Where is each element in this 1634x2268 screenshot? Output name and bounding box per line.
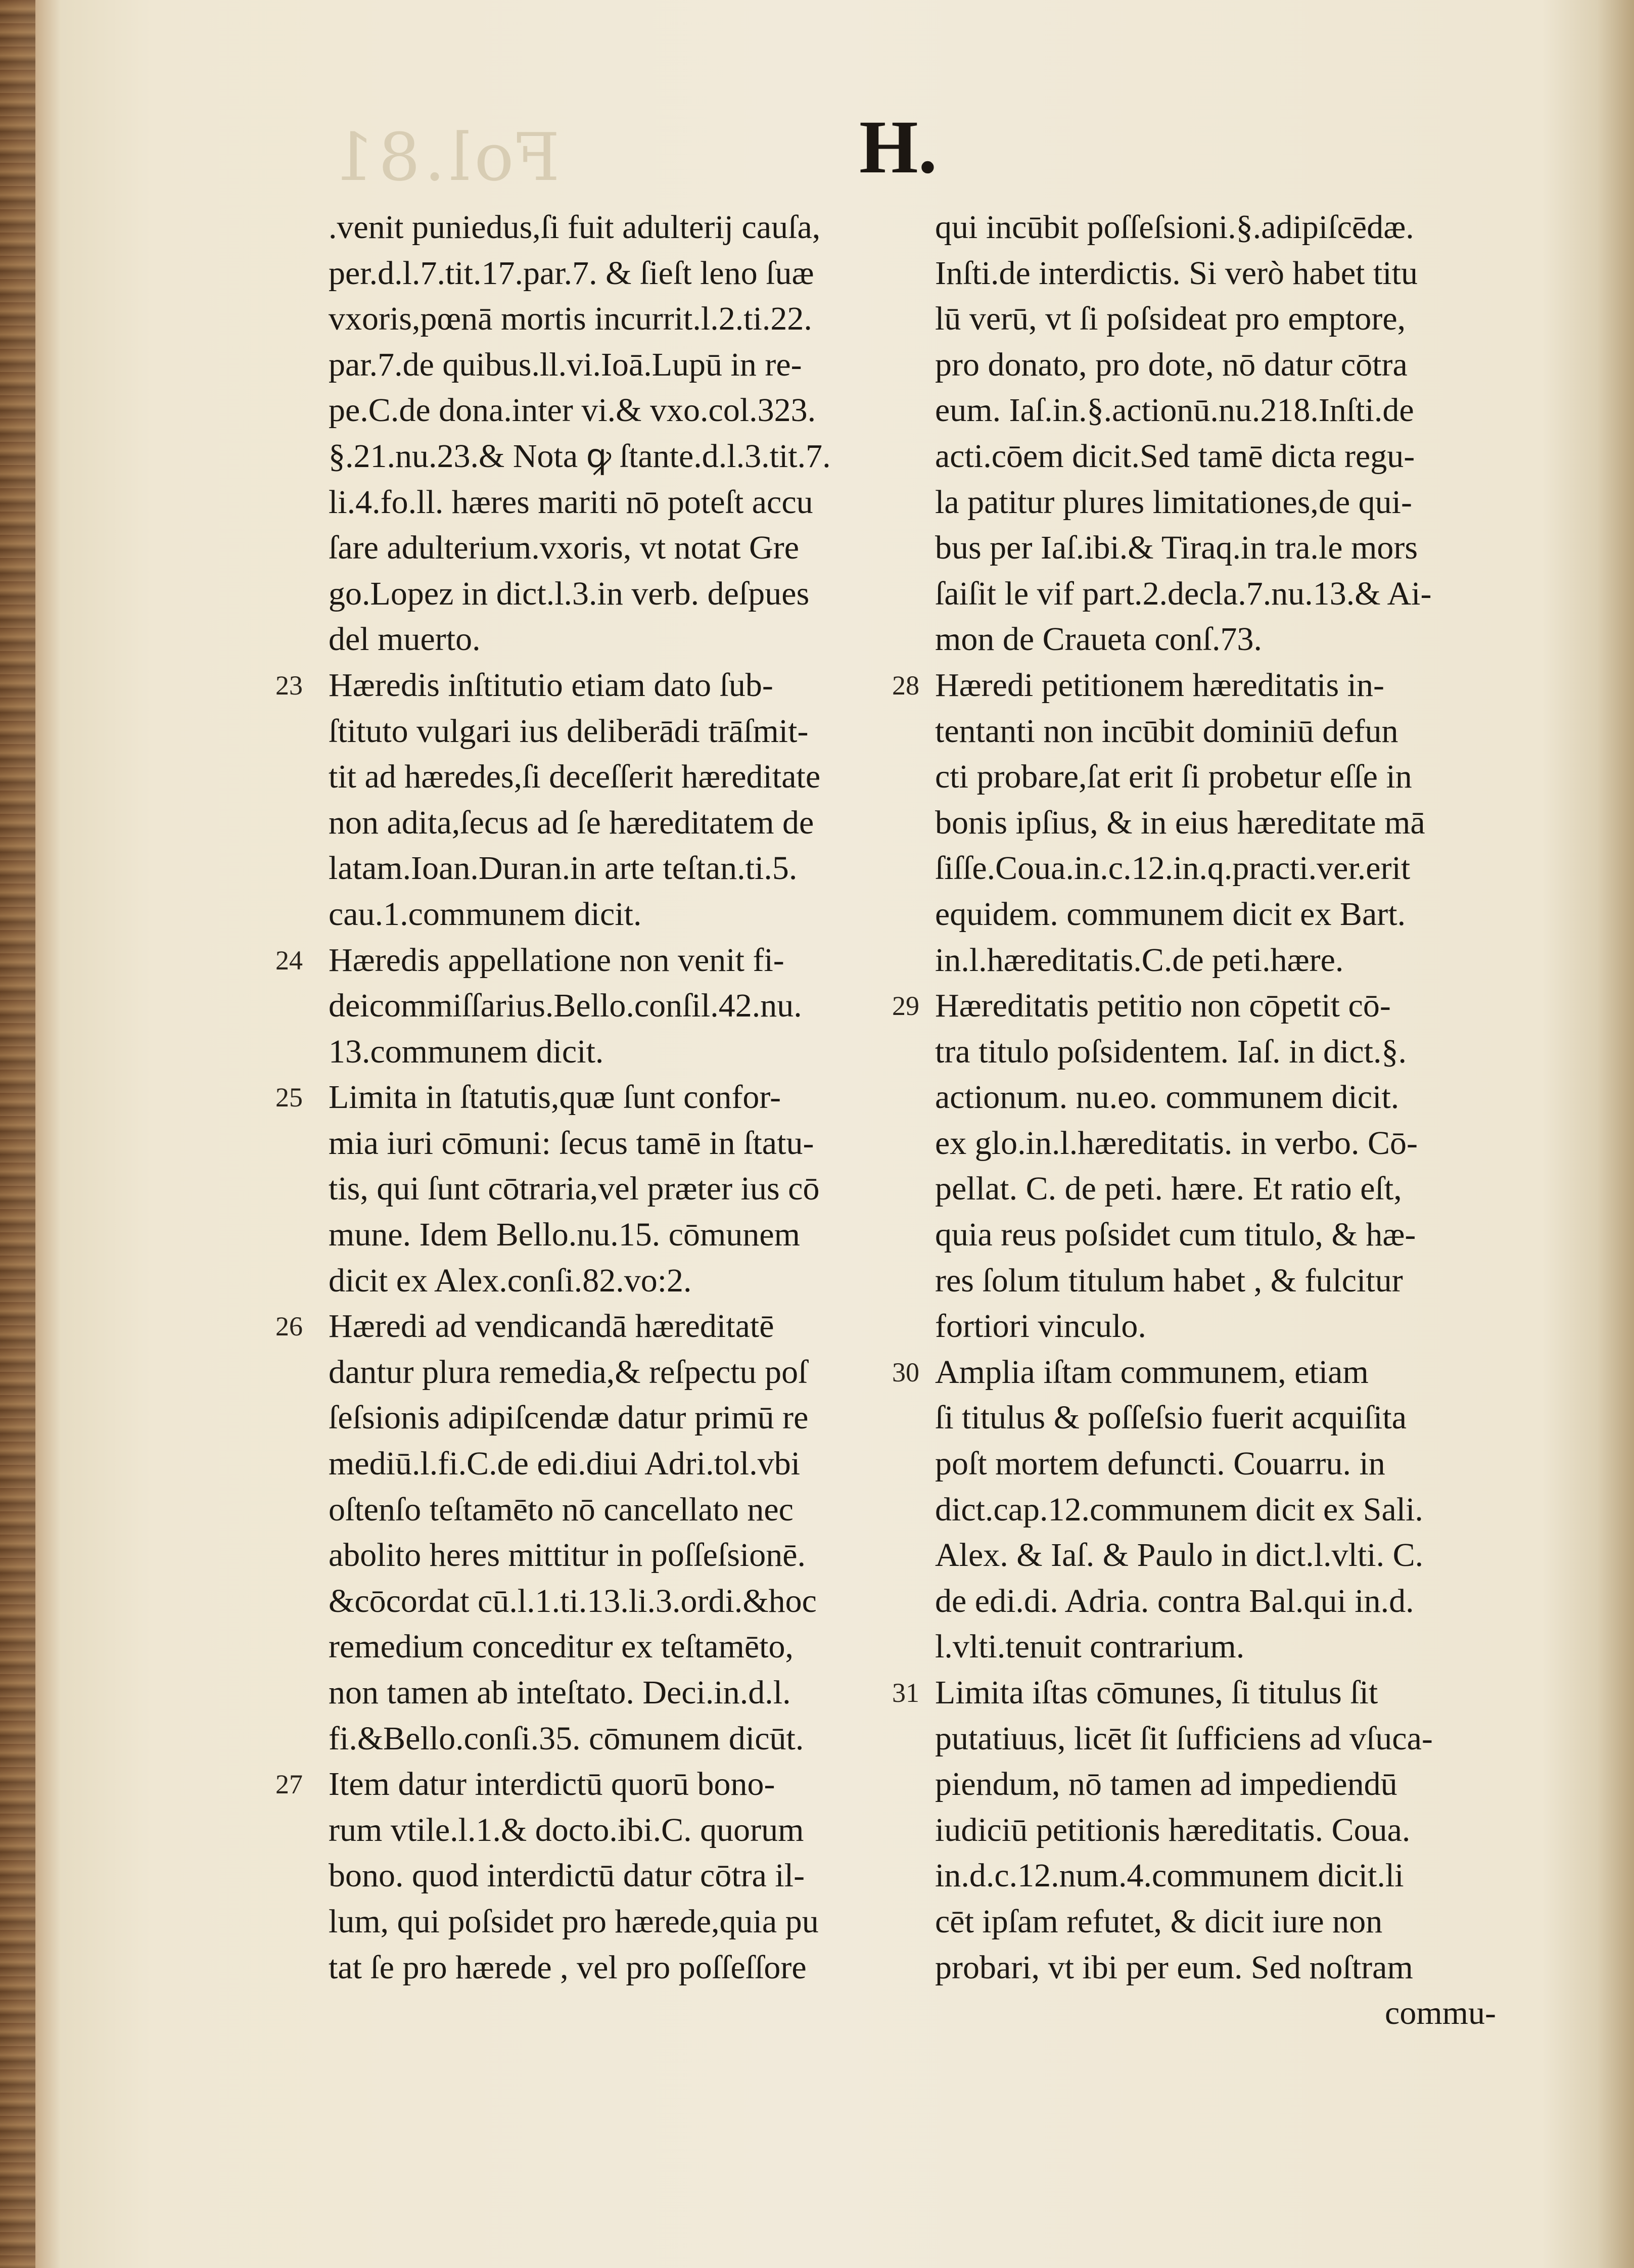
line-text: Limita iſtas cōmunes, ſi titulus ſit [935,1674,1378,1711]
text-line [935,1624,1496,1670]
line-text: tat ſe pro hærede , vel pro poſſeſſore [329,1949,807,1986]
line-text: actionum. nu.eo. communem dicit. [935,1079,1399,1116]
line-text: ſiſſe.Coua.in.c.12.in.q.practi.ver.erit [935,850,1411,887]
text-line [935,1395,1496,1441]
text-line [329,1441,900,1487]
text-line [275,1304,900,1350]
text-line [935,296,1496,342]
line-text: pe.C.de dona.inter vi.& vxo.col.323. [329,392,816,429]
line-text: 13.communem dicit. [329,1033,604,1070]
text-line [935,480,1496,526]
text-line [329,342,900,388]
line-text: go.Lopez in dict.l.3.in verb. deſpues [329,575,810,612]
text-line [892,983,1496,1029]
line-text: tis, qui ſunt cōtraria,vel præter ius cō [329,1170,820,1208]
text-line [935,938,1496,984]
line-text: Inſti.de interdictis. Si verò habet titu [935,254,1418,292]
text-line [329,296,900,342]
line-text: res ſolum titulum habet , & fulcitur [935,1262,1403,1299]
line-text: rum vtile.l.1.& docto.ibi.C. quorum [329,1811,804,1848]
paragraph-number: 24 [275,945,303,976]
line-text: bonis ipſius, & in eius hæreditate mā [935,804,1425,841]
text-line [935,1166,1496,1212]
line-text: tit ad hæredes,ſi deceſſerit hæreditate [329,758,821,796]
text-line [275,1075,900,1121]
text-line [935,1258,1496,1304]
line-text: Alex. & Iaſ. & Paulo in dict.l.vlti. C. [935,1537,1424,1574]
line-text: l.vlti.tenuit contrarium. [935,1628,1245,1665]
text-line [935,251,1496,297]
line-text: bono. quod interdictū datur cōtra il- [329,1857,805,1894]
line-text: mia iuri cōmuni: ſecus tamē in ſtatu- [329,1124,814,1162]
text-line [329,525,900,571]
line-text: Hæredi ad vendicandā hæreditatē [329,1308,774,1345]
line-text: tra titulo poſsidentem. Iaſ. in dict.§. [935,1033,1407,1070]
left-column [275,205,900,1991]
line-text: tentanti non incūbit dominiū defun [935,712,1398,750]
paragraph-number: 23 [275,670,303,701]
line-text: .venit puniedus,ſi fuit adulterij cauſa, [329,209,821,246]
line-text: mediū.l.fi.C.de edi.diui Adri.tol.vbi [329,1445,801,1483]
text-line [935,1441,1496,1487]
line-text: par.7.de quibus.ll.vi.Ioā.Lupū in re- [329,346,802,383]
line-text: in.d.c.12.num.4.communem dicit.li [935,1857,1404,1894]
text-line [329,1716,900,1762]
line-text: piendum, nō tamen ad impediendū [935,1766,1397,1803]
line-text: cti probare,ſat erit ſi probetur eſſe in [935,758,1412,796]
text-line [935,525,1496,571]
line-text: non tamen ab inteſtato. Deci.in.d.l. [329,1674,791,1711]
line-text: non adita,ſecus ad ſe hæreditatem de [329,804,814,841]
line-text: dicit ex Alex.conſi.82.vo:2. [329,1262,692,1299]
paragraph-number: 31 [892,1678,919,1708]
text-line [329,1166,900,1212]
text-line [935,754,1496,800]
line-text: bus per Iaſ.ibi.& Tiraq.in tra.le mors [935,529,1418,567]
text-line [329,205,900,251]
line-text: Item datur interdictū quorū bono- [329,1766,775,1803]
text-line [329,1029,900,1075]
text-line [935,892,1496,938]
line-text: remedium conceditur ex teſtamēto, [329,1628,793,1665]
text-line [329,388,900,434]
text-line [935,1899,1496,1945]
text-line [329,1808,900,1854]
text-line [329,1121,900,1167]
text-line [935,205,1496,251]
line-text: Limita in ſtatutis,quæ ſunt confor- [329,1079,781,1116]
paragraph-number: 30 [892,1357,919,1387]
text-line [935,1808,1496,1854]
text-line [935,617,1496,663]
line-text: de edi.di. Adria. contra Bal.qui in.d. [935,1582,1414,1619]
text-line [935,1075,1496,1121]
text-line [329,1350,900,1396]
line-text: ſi titulus & poſſeſsio fuerit acquiſita [935,1399,1407,1437]
line-text: pro donato, pro dote, nō datur cōtra [935,346,1408,383]
text-line [329,892,900,938]
text-line [329,571,900,617]
line-text: equidem. communem dicit ex Bart. [935,895,1406,933]
text-line [935,1304,1496,1350]
text-line [329,1670,900,1716]
text-line [329,1258,900,1304]
text-line [329,434,900,480]
text-line [935,434,1496,480]
line-text: latam.Ioan.Duran.in arte teſtan.ti.5. [329,850,798,887]
text-line [275,938,900,984]
text-line [329,800,900,846]
line-text: in.l.hæreditatis.C.de peti.hære. [935,941,1344,979]
line-text: ſtituto vulgari ius deliberādi trāſmit- [329,712,809,750]
text-line [935,1029,1496,1075]
text-line [935,1487,1496,1533]
paragraph-number: 25 [275,1082,303,1113]
line-text: lū verū, vt ſi poſsideat pro emptore, [935,300,1406,338]
line-text: ex glo.in.l.hæreditatis. in verbo. Cō- [935,1124,1418,1162]
line-text: vxoris,pœnā mortis incurrit.l.2.ti.22. [329,300,812,338]
text-line [935,800,1496,846]
line-text: ſare adulterium.vxoris, vt notat Gre [329,529,800,567]
text-line [935,1945,1496,1991]
text-line [329,1533,900,1579]
line-text: Hæreditatis petitio non cōpetit cō- [935,987,1391,1025]
line-text: &cōcordat cū.l.1.ti.13.li.3.ordi.&hoc [329,1582,817,1619]
line-text: eum. Iaſ.in.§.actionū.nu.218.Inſti.de [935,392,1414,429]
line-text: iudiciū petitionis hæreditatis. Coua. [935,1811,1411,1848]
text-line [329,1899,900,1945]
running-head: H. [859,105,938,189]
text-line [935,1762,1496,1808]
text-line [935,571,1496,617]
text-line [329,709,900,755]
text-line [892,1670,1496,1716]
line-text: ſaiſit le vif part.2.decla.7.nu.13.& Ai- [935,575,1432,612]
text-line [329,1624,900,1670]
line-text: li.4.fo.ll. hæres mariti nō poteſt accu [329,483,813,521]
text-line [329,1395,900,1441]
line-text: lum, qui poſsidet pro hærede,quia pu [329,1903,819,1940]
text-line [275,1762,900,1808]
line-text: dict.cap.12.communem dicit ex Sali. [935,1491,1423,1528]
paragraph-number: 29 [892,991,919,1022]
text-line [329,1853,900,1899]
text-line [329,846,900,892]
text-line [935,1121,1496,1167]
text-line [935,846,1496,892]
line-text: commu- [1385,1995,1496,2032]
text-line [329,1212,900,1258]
text-line [935,388,1496,434]
line-text: Hæredis inſtitutio etiam dato ſub- [329,666,773,704]
show-through-folio: Fol.81 [329,119,560,196]
line-text: dantur plura remedia,& reſpectu poſ [329,1353,808,1391]
paragraph-number: 27 [275,1769,303,1800]
paragraph-number: 26 [275,1311,303,1342]
line-text: mune. Idem Bello.nu.15. cōmunem [329,1216,800,1254]
line-text: pellat. C. de peti. hære. Et ratio eſt, [935,1170,1402,1208]
line-text: fortiori vinculo. [935,1308,1146,1345]
line-text: mon de Craueta conſ.73. [935,621,1262,658]
text-line [935,1991,1496,2036]
text-line [329,1487,900,1533]
line-text: probari, vt ibi per eum. Sed noſtram [935,1949,1413,1986]
line-text: oſtenſo teſtamēto nō cancellato nec [329,1491,793,1528]
line-text: ſeſsionis adipiſcendæ datur primū re [329,1399,809,1437]
line-text: del muerto. [329,621,481,658]
line-text: cau.1.communem dicit. [329,895,642,933]
line-text: poſt mortem defuncti. Couarru. in [935,1445,1385,1483]
text-line [892,1350,1496,1396]
text-line [935,709,1496,755]
text-line [329,251,900,297]
text-line [935,342,1496,388]
line-text: abolito heres mittitur in poſſeſsionē. [329,1537,806,1574]
line-text: acti.cōem dicit.Sed tamē dicta regu- [935,437,1415,475]
line-text: Amplia iſtam communem, etiam [935,1353,1369,1391]
text-line [329,1579,900,1625]
book-gutter [0,0,35,2268]
line-text: qui incūbit poſſeſsioni.§.adipiſcēdæ. [935,209,1414,246]
line-text: Hæredi petitionem hæreditatis in- [935,666,1385,704]
text-line [275,663,900,709]
text-line [935,1853,1496,1899]
text-line [329,480,900,526]
line-text: Hæredis appellatione non venit fi- [329,941,784,979]
text-line [935,1579,1496,1625]
text-line [329,1945,900,1991]
line-text: quia reus poſsidet cum titulo, & hæ- [935,1216,1416,1254]
text-line [329,983,900,1029]
line-text: per.d.l.7.tit.17.par.7. & ſieſt leno ſuæ [329,254,814,292]
line-text: la patitur plures limitationes,de qui- [935,483,1412,521]
line-text: putatiuus, licēt ſit ſufficiens ad vſuca- [935,1720,1433,1757]
paragraph-number: 28 [892,670,919,701]
text-line [935,1716,1496,1762]
text-line [892,663,1496,709]
text-line [329,617,900,663]
text-line [935,1212,1496,1258]
text-line [935,1533,1496,1579]
line-text: deicommiſſarius.Bello.conſil.42.nu. [329,987,802,1025]
line-text: §.21.nu.23.& Nota ꝙ ſtante.d.l.3.tit.7. [329,437,831,475]
line-text: cēt ipſam refutet, & dicit iure non [935,1903,1383,1940]
line-text: fi.&Bello.conſi.35. cōmunem dicūt. [329,1720,804,1757]
text-line [329,754,900,800]
right-column [892,205,1496,2036]
